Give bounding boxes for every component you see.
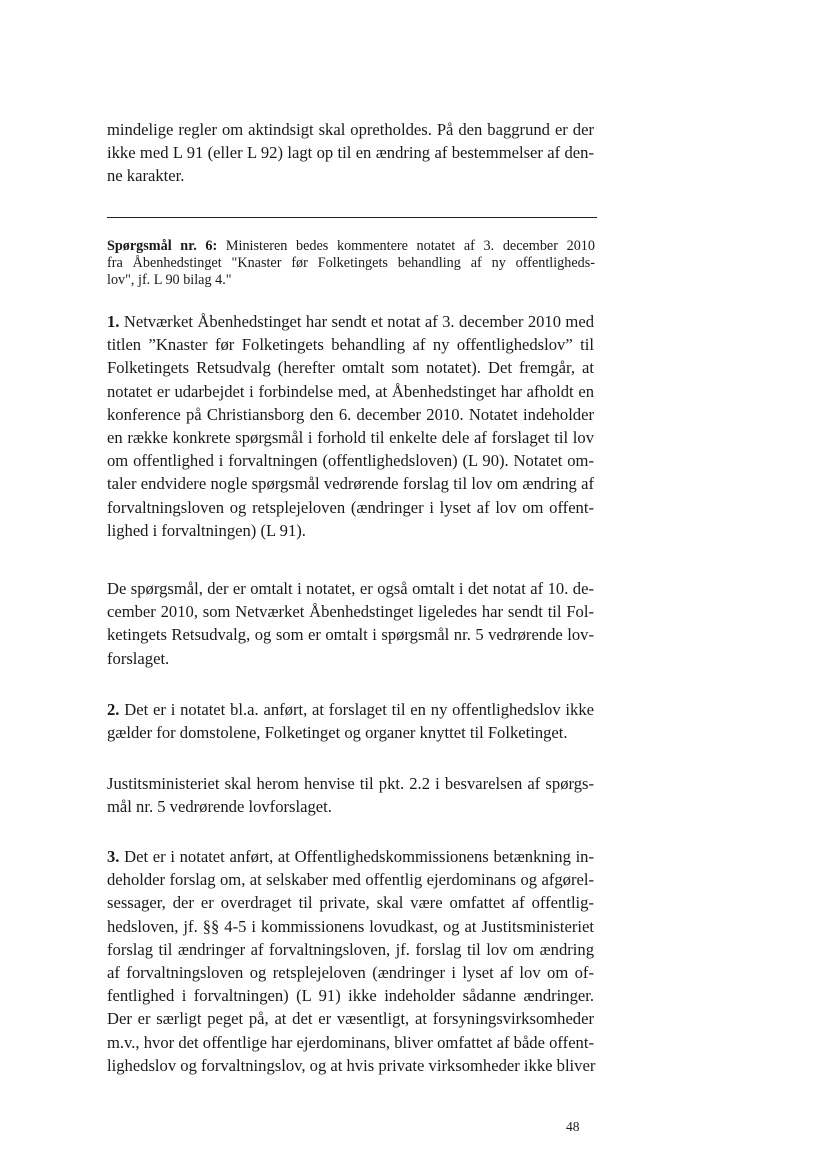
text-line: fra Åbenhedstinget "Knaster før Folketingets behandling af ny offentligheds- [107,255,595,272]
text-line: forslaget. [107,648,170,668]
text-line: en række konkrete spørgsmål i forhold til enkelte dele af forslaget til lov [107,427,594,447]
text-line [107,310,594,333]
paragraph-2b [107,772,594,818]
answer-number: 1. [107,312,120,331]
text-line: fentlighed i forvaltningen) (L 91) ikke indeholder sådanne ændringer. [107,986,594,1006]
text-line: forslag til ændringer af forvaltningsloven, jf. forslag til lov om ændring [107,939,594,959]
text-line [107,698,594,721]
text-line [107,238,595,255]
answer-3 [107,845,594,1077]
text-line: deholder forslag om, at selskaber med offentlig ejerdominans og afgørel- [107,870,594,890]
page-number: 48 [566,1119,580,1134]
text-line: notatet er udarbejdet i forbindelse med, at Åbenhedstinget har afholdt en [107,381,594,401]
answer-2 [107,698,594,744]
text-line: titlen ”Knaster før Folketingets behandling af ny offentlighedslov” til [107,335,594,355]
text-line: lighed i forvaltningen) (L 91). [107,520,306,540]
text-line: mål nr. 5 vedrørende lovforslaget. [107,797,332,817]
question-text: Ministeren bedes kommentere notatet af 3. december 2010 [217,238,595,254]
text-line: konference på Christiansborg den 6. december 2010. Notatet indeholder [107,404,594,424]
text-line: af forvaltningsloven og retsplejeloven (ændringer i lyset af lov om of- [107,962,594,982]
text-line [107,845,594,868]
text-line: gælder for domstolene, Folketinget og organer knyttet til Folketinget. [107,723,568,743]
text-line: Der er særligt peget på, at det er væsentligt, at forsyningsvirksomheder [107,1009,594,1029]
text-line: m.v., hvor det offentlige har ejerdominans, bliver omfattet af både offent- [107,1032,594,1052]
answer-1 [107,310,594,542]
text-line: lov", jf. L 90 bilag 4." [107,272,232,289]
text-line: taler endvidere nogle spørgsmål vedrørende forslag til lov om ændring af [107,474,594,494]
text-line: Justitsministeriet skal herom henvise til pkt. 2.2 i besvarelsen af spørgs- [107,774,594,793]
text-line: cember 2010, som Netværket Åbenhedstinget ligeledes har sendt til Fol- [107,602,594,622]
text-line: hedsloven, jf. §§ 4-5 i kommissionens lovudkast, og at Justitsministeriet [107,916,594,936]
text-line: mindelige regler om aktindsigt skal opretholdes. På den baggrund er der [107,120,594,139]
text-line: sessager, der er overdraget til private, skal være omfattet af offentlig- [107,893,594,913]
section-divider [107,217,597,218]
question-label: Spørgsmål nr. 6: [107,238,218,254]
paragraph-1b [107,577,594,670]
text-line: Folketingets Retsudvalg (herefter omtalt som notatet). Det fremgår, at [107,358,594,378]
answer-text: Det er i notatet anført, at Offentlighedskommissionens betænkning in- [119,847,594,866]
text-line: ikke med L 91 (eller L 92) lagt op til en ændring af bestemmelser af den- [107,143,594,163]
text-line: ne karakter. [107,166,185,186]
answer-number: 3. [107,847,120,866]
text-line: De spørgsmål, der er omtalt i notatet, er også omtalt i det notat af 10. de- [107,579,594,598]
answer-text: Det er i notatet bl.a. anført, at forslaget til en ny offentlighedslov ikke [119,700,594,719]
text-line: ketingets Retsudvalg, og som er omtalt i spørgsmål nr. 5 vedrørende lov- [107,625,594,645]
text-line: forvaltningsloven og retsplejeloven (ændringer i lyset af lov om offent- [107,497,594,517]
answer-text: Netværket Åbenhedstinget har sendt et notat af 3. december 2010 med [119,312,594,331]
question-block [107,238,595,290]
top-paragraph [107,118,594,188]
text-line: om offentlighed i forvaltningen (offentlighedsloven) (L 90). Notatet om- [107,451,594,471]
text-line: lighedslov og forvaltningslov, og at hvis private virksomheder ikke bliver [107,1055,596,1075]
answer-number: 2. [107,700,120,719]
